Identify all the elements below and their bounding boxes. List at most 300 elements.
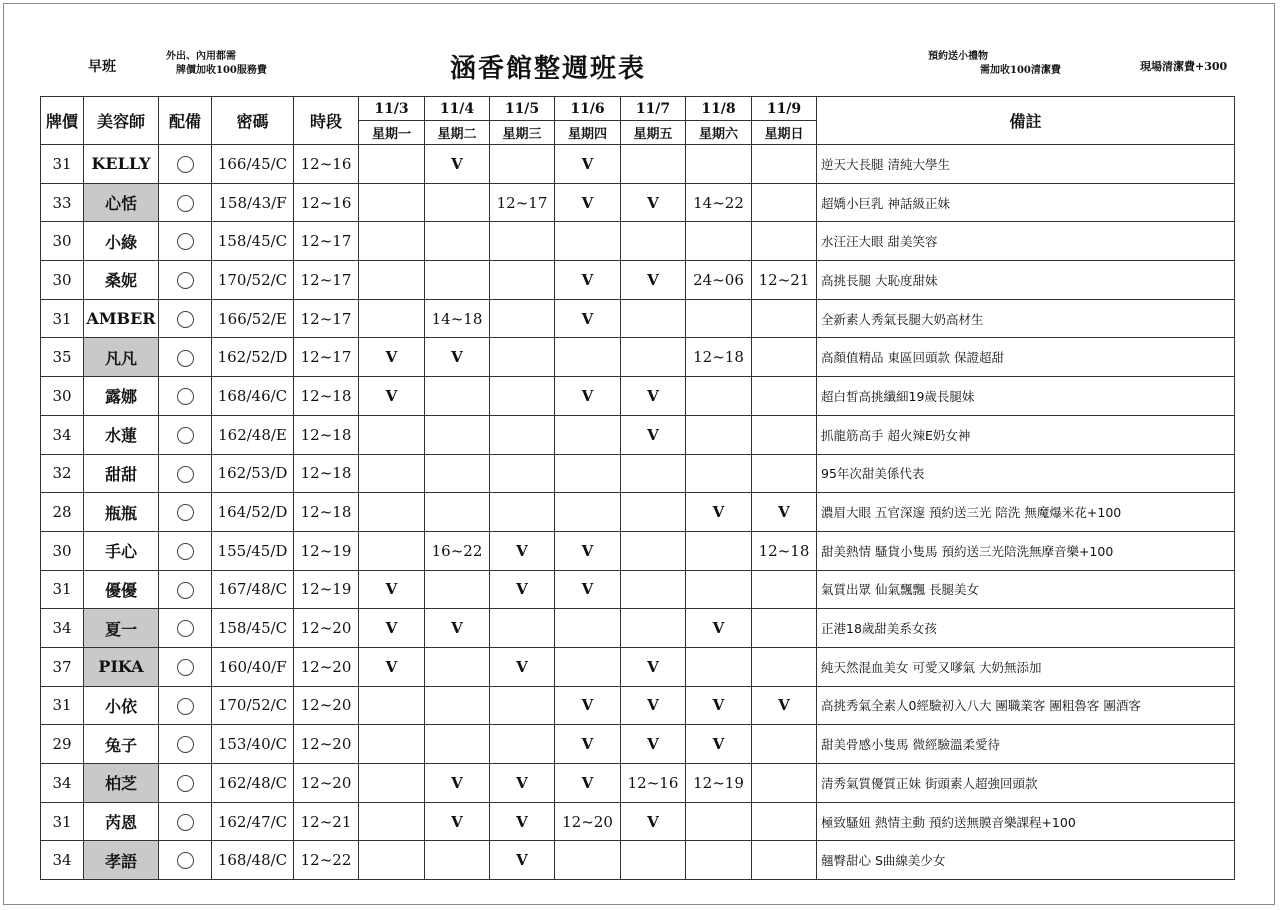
booking-note <box>928 50 1061 78</box>
stylist-name-cell: 小依 <box>84 686 159 725</box>
day-cell <box>359 802 425 841</box>
day-cell <box>359 222 425 261</box>
day-cell <box>490 338 555 377</box>
day-cell: V <box>425 609 490 648</box>
code-cell: 162/48/E <box>212 415 294 454</box>
day-cell <box>752 454 817 493</box>
table-row <box>41 145 1235 184</box>
table-row <box>41 570 1235 609</box>
day-cell: 14~22 <box>686 183 752 222</box>
code-cell: 166/45/C <box>212 145 294 184</box>
day-cell <box>490 454 555 493</box>
table-row <box>41 686 1235 725</box>
price-cell: 29 <box>41 725 84 764</box>
day-cell <box>555 222 621 261</box>
code-cell: 158/45/C <box>212 222 294 261</box>
col-header-weekday: 星期六 <box>686 121 752 145</box>
equip-cell <box>159 493 212 532</box>
remark-cell: 正港18歲甜美系女孩 <box>817 609 1235 648</box>
price-cell: 30 <box>41 531 84 570</box>
day-cell: V <box>490 802 555 841</box>
remark-cell: 逆天大長腿 清純大學生 <box>817 145 1235 184</box>
stylist-name-cell: 柏芝 <box>84 764 159 803</box>
circle-icon <box>177 814 194 831</box>
remark-cell: 甜美熱情 騷貨小隻馬 預約送三光陪洗無摩音樂+100 <box>817 531 1235 570</box>
remark-cell: 清秀氣質優質正妹 街頭素人超強回頭款 <box>817 764 1235 803</box>
day-cell <box>752 725 817 764</box>
code-cell: 162/47/C <box>212 802 294 841</box>
day-cell <box>752 609 817 648</box>
col-header-price: 牌價 <box>41 97 84 145</box>
table-row <box>41 377 1235 416</box>
day-cell <box>752 338 817 377</box>
day-cell <box>752 145 817 184</box>
cleaning-fee-note: 現場清潔費+300 <box>1140 60 1228 73</box>
table-row <box>41 493 1235 532</box>
day-cell <box>425 725 490 764</box>
remark-cell: 全新素人秀氣長腿大奶高材生 <box>817 299 1235 338</box>
circle-icon <box>177 620 194 637</box>
equip-cell <box>159 725 212 764</box>
col-header-weekday: 星期一 <box>359 121 425 145</box>
equip-cell <box>159 531 212 570</box>
circle-icon <box>177 311 194 328</box>
remark-cell: 超嬌小巨乳 神話級正妹 <box>817 183 1235 222</box>
day-cell: V <box>621 183 686 222</box>
day-cell: 12~18 <box>686 338 752 377</box>
day-cell <box>555 338 621 377</box>
day-cell <box>359 531 425 570</box>
code-cell: 166/52/E <box>212 299 294 338</box>
circle-icon <box>177 272 194 289</box>
price-cell: 32 <box>41 454 84 493</box>
day-cell <box>686 647 752 686</box>
day-cell: V <box>555 299 621 338</box>
day-cell <box>359 454 425 493</box>
service-fee-note <box>166 50 267 78</box>
day-cell <box>359 183 425 222</box>
day-cell <box>490 299 555 338</box>
equip-cell <box>159 609 212 648</box>
day-cell: V <box>490 764 555 803</box>
day-cell: V <box>555 764 621 803</box>
day-cell: V <box>621 725 686 764</box>
col-header-code: 密碼 <box>212 97 294 145</box>
code-cell: 160/40/F <box>212 647 294 686</box>
col-header-date: 11/5 <box>490 97 555 121</box>
time-cell: 12~19 <box>294 570 359 609</box>
col-header-weekday: 星期日 <box>752 121 817 145</box>
equip-cell <box>159 222 212 261</box>
day-cell <box>686 802 752 841</box>
table-row <box>41 299 1235 338</box>
price-cell: 31 <box>41 686 84 725</box>
day-cell: V <box>359 647 425 686</box>
day-cell <box>752 841 817 880</box>
stylist-name-cell: 心恬 <box>84 183 159 222</box>
price-cell: 30 <box>41 222 84 261</box>
day-cell <box>555 609 621 648</box>
col-header-stylist: 美容師 <box>84 97 159 145</box>
day-cell: V <box>686 493 752 532</box>
day-cell <box>490 222 555 261</box>
time-cell: 12~22 <box>294 841 359 880</box>
day-cell <box>686 415 752 454</box>
col-header-weekday: 星期三 <box>490 121 555 145</box>
equip-cell <box>159 261 212 300</box>
circle-icon <box>177 427 194 444</box>
col-header-date: 11/8 <box>686 97 752 121</box>
price-cell: 31 <box>41 299 84 338</box>
day-cell <box>359 415 425 454</box>
equip-cell <box>159 764 212 803</box>
day-cell <box>359 686 425 725</box>
day-cell: V <box>555 725 621 764</box>
day-cell <box>621 299 686 338</box>
price-cell: 34 <box>41 609 84 648</box>
day-cell <box>425 493 490 532</box>
stylist-name-cell: 夏一 <box>84 609 159 648</box>
day-cell: 14~18 <box>425 299 490 338</box>
day-cell <box>686 299 752 338</box>
day-cell <box>621 841 686 880</box>
day-cell <box>752 570 817 609</box>
circle-icon <box>177 543 194 560</box>
stylist-name-cell: AMBER <box>84 299 159 338</box>
table-row <box>41 647 1235 686</box>
time-cell: 12~20 <box>294 647 359 686</box>
table-row <box>41 222 1235 261</box>
day-cell <box>359 261 425 300</box>
price-cell: 37 <box>41 647 84 686</box>
day-cell <box>686 841 752 880</box>
booking-note-line1: 預約送小禮物 <box>928 51 988 62</box>
time-cell: 12~17 <box>294 261 359 300</box>
stylist-name-cell: 優優 <box>84 570 159 609</box>
time-cell: 12~19 <box>294 531 359 570</box>
day-cell <box>425 647 490 686</box>
day-cell: V <box>621 377 686 416</box>
stylist-name-cell: KELLY <box>84 145 159 184</box>
day-cell: V <box>752 493 817 532</box>
circle-icon <box>177 233 194 250</box>
day-cell: V <box>359 338 425 377</box>
remark-cell: 極致騷妞 熱情主動 預約送無膜音樂課程+100 <box>817 802 1235 841</box>
day-cell: V <box>555 183 621 222</box>
day-cell <box>425 377 490 416</box>
code-cell: 170/52/C <box>212 261 294 300</box>
day-cell: V <box>490 647 555 686</box>
equip-cell <box>159 802 212 841</box>
day-cell <box>686 377 752 416</box>
day-cell: V <box>686 725 752 764</box>
code-cell: 162/52/D <box>212 338 294 377</box>
col-header-date: 11/7 <box>621 97 686 121</box>
time-cell: 12~17 <box>294 338 359 377</box>
time-cell: 12~20 <box>294 686 359 725</box>
price-cell: 34 <box>41 841 84 880</box>
code-cell: 158/43/F <box>212 183 294 222</box>
remark-cell: 氣質出眾 仙氣飄飄 長腿美女 <box>817 570 1235 609</box>
day-cell <box>359 764 425 803</box>
stylist-name-cell: 小綠 <box>84 222 159 261</box>
col-header-remarks: 備註 <box>817 97 1235 145</box>
remark-cell: 濃眉大眼 五官深邃 預約送三光 陪洗 無魔爆米花+100 <box>817 493 1235 532</box>
day-cell <box>686 222 752 261</box>
time-cell: 12~20 <box>294 609 359 648</box>
day-cell <box>621 570 686 609</box>
day-cell: V <box>425 802 490 841</box>
remark-cell: 純天然混血美女 可愛又嗲氣 大奶無添加 <box>817 647 1235 686</box>
table-row <box>41 802 1235 841</box>
table-row <box>41 841 1235 880</box>
day-cell <box>425 841 490 880</box>
day-cell: V <box>621 686 686 725</box>
day-cell <box>555 454 621 493</box>
equip-cell <box>159 145 212 184</box>
day-cell <box>490 415 555 454</box>
day-cell: V <box>359 570 425 609</box>
circle-icon <box>177 195 194 212</box>
time-cell: 12~20 <box>294 764 359 803</box>
day-cell: V <box>425 764 490 803</box>
equip-cell <box>159 454 212 493</box>
day-cell: V <box>752 686 817 725</box>
table-row <box>41 183 1235 222</box>
stylist-name-cell: 甜甜 <box>84 454 159 493</box>
day-cell: V <box>490 841 555 880</box>
code-cell: 153/40/C <box>212 725 294 764</box>
remark-cell: 95年次甜美係代表 <box>817 454 1235 493</box>
day-cell: 12~17 <box>490 183 555 222</box>
day-cell: V <box>490 531 555 570</box>
time-cell: 12~18 <box>294 415 359 454</box>
code-cell: 155/45/D <box>212 531 294 570</box>
day-cell: 12~20 <box>555 802 621 841</box>
day-cell: V <box>490 570 555 609</box>
day-cell: 12~18 <box>752 531 817 570</box>
day-cell <box>359 299 425 338</box>
day-cell <box>490 725 555 764</box>
stylist-name-cell: 芮恩 <box>84 802 159 841</box>
code-cell: 168/48/C <box>212 841 294 880</box>
remark-cell: 甜美骨感小隻馬 微經驗溫柔愛待 <box>817 725 1235 764</box>
day-cell <box>752 764 817 803</box>
stylist-name-cell: 兔子 <box>84 725 159 764</box>
day-cell <box>686 570 752 609</box>
stylist-name-cell: 水蓮 <box>84 415 159 454</box>
day-cell <box>621 222 686 261</box>
time-cell: 12~20 <box>294 725 359 764</box>
equip-cell <box>159 415 212 454</box>
day-cell <box>621 454 686 493</box>
remark-cell: 高顏值精品 東區回頭款 保證超甜 <box>817 338 1235 377</box>
code-cell: 158/45/C <box>212 609 294 648</box>
price-cell: 34 <box>41 764 84 803</box>
col-header-date: 11/9 <box>752 97 817 121</box>
equip-cell <box>159 338 212 377</box>
day-cell <box>555 841 621 880</box>
table-row <box>41 764 1235 803</box>
circle-icon <box>177 659 194 676</box>
table-row <box>41 338 1235 377</box>
booking-note-line2: 需加收100清潔費 <box>980 65 1061 76</box>
day-cell: V <box>555 261 621 300</box>
day-cell <box>490 261 555 300</box>
remark-cell: 翹臀甜心 S曲線美少女 <box>817 841 1235 880</box>
price-cell: 33 <box>41 183 84 222</box>
day-cell: V <box>621 415 686 454</box>
code-cell: 167/48/C <box>212 570 294 609</box>
day-cell: 24~06 <box>686 261 752 300</box>
day-cell <box>621 338 686 377</box>
table-row <box>41 725 1235 764</box>
time-cell: 12~16 <box>294 183 359 222</box>
day-cell <box>752 377 817 416</box>
col-header-weekday: 星期二 <box>425 121 490 145</box>
remark-cell: 超白皙高挑纖細19歲長腿妹 <box>817 377 1235 416</box>
day-cell <box>686 531 752 570</box>
day-cell <box>621 531 686 570</box>
equip-cell <box>159 647 212 686</box>
equip-cell <box>159 299 212 338</box>
col-header-weekday: 星期四 <box>555 121 621 145</box>
table-row <box>41 261 1235 300</box>
col-header-equip: 配備 <box>159 97 212 145</box>
remark-cell: 高挑秀氣全素人0經驗初入八大 團職業客 團粗魯客 團酒客 <box>817 686 1235 725</box>
day-cell: V <box>686 686 752 725</box>
circle-icon <box>177 388 194 405</box>
price-cell: 34 <box>41 415 84 454</box>
price-cell: 30 <box>41 261 84 300</box>
day-cell <box>425 261 490 300</box>
col-header-date: 11/4 <box>425 97 490 121</box>
day-cell <box>686 145 752 184</box>
remark-cell: 水汪汪大眼 甜美笑容 <box>817 222 1235 261</box>
day-cell <box>621 609 686 648</box>
remark-cell: 高挑長腿 大恥度甜妹 <box>817 261 1235 300</box>
circle-icon <box>177 466 194 483</box>
price-cell: 31 <box>41 145 84 184</box>
equip-cell <box>159 570 212 609</box>
col-header-date: 11/6 <box>555 97 621 121</box>
remark-cell: 抓龍筋高手 超火辣E奶女神 <box>817 415 1235 454</box>
day-cell: 12~19 <box>686 764 752 803</box>
code-cell: 164/52/D <box>212 493 294 532</box>
service-fee-note-line1: 外出、內用都需 <box>166 51 236 62</box>
schedule-table <box>40 96 1235 880</box>
day-cell: V <box>555 570 621 609</box>
price-cell: 30 <box>41 377 84 416</box>
code-cell: 162/53/D <box>212 454 294 493</box>
table-row <box>41 609 1235 648</box>
circle-icon <box>177 775 194 792</box>
day-cell: V <box>359 609 425 648</box>
day-cell: V <box>359 377 425 416</box>
circle-icon <box>177 698 194 715</box>
circle-icon <box>177 156 194 173</box>
day-cell: V <box>555 377 621 416</box>
day-cell: V <box>686 609 752 648</box>
day-cell <box>425 183 490 222</box>
day-cell <box>359 493 425 532</box>
stylist-name-cell: PIKA <box>84 647 159 686</box>
day-cell <box>752 415 817 454</box>
shift-label: 早班 <box>88 59 116 75</box>
day-cell <box>425 686 490 725</box>
circle-icon <box>177 736 194 753</box>
day-cell <box>490 377 555 416</box>
col-header-weekday: 星期五 <box>621 121 686 145</box>
day-cell <box>425 454 490 493</box>
day-cell <box>359 841 425 880</box>
code-cell: 162/48/C <box>212 764 294 803</box>
day-cell <box>752 299 817 338</box>
time-cell: 12~16 <box>294 145 359 184</box>
service-fee-note-line2: 牌價加收100服務費 <box>176 65 267 76</box>
circle-icon <box>177 852 194 869</box>
col-header-date: 11/3 <box>359 97 425 121</box>
time-cell: 12~17 <box>294 299 359 338</box>
circle-icon <box>177 504 194 521</box>
day-cell <box>490 686 555 725</box>
stylist-name-cell: 瓶瓶 <box>84 493 159 532</box>
day-cell: V <box>621 647 686 686</box>
price-cell: 31 <box>41 570 84 609</box>
day-cell: V <box>555 145 621 184</box>
col-header-time: 時段 <box>294 97 359 145</box>
time-cell: 12~18 <box>294 454 359 493</box>
table-row <box>41 454 1235 493</box>
day-cell <box>752 183 817 222</box>
time-cell: 12~18 <box>294 493 359 532</box>
day-cell <box>621 493 686 532</box>
day-cell <box>490 493 555 532</box>
table-row <box>41 531 1235 570</box>
stylist-name-cell: 凡凡 <box>84 338 159 377</box>
day-cell: V <box>621 802 686 841</box>
day-cell <box>555 647 621 686</box>
table-row <box>41 415 1235 454</box>
equip-cell <box>159 686 212 725</box>
equip-cell <box>159 183 212 222</box>
day-cell <box>752 222 817 261</box>
stylist-name-cell: 桑妮 <box>84 261 159 300</box>
time-cell: 12~21 <box>294 802 359 841</box>
stylist-name-cell: 孝語 <box>84 841 159 880</box>
day-cell: V <box>555 686 621 725</box>
day-cell <box>425 222 490 261</box>
day-cell: V <box>555 531 621 570</box>
day-cell: 12~16 <box>621 764 686 803</box>
day-cell <box>359 725 425 764</box>
code-cell: 170/52/C <box>212 686 294 725</box>
schedule-body <box>41 145 1235 880</box>
price-cell: 28 <box>41 493 84 532</box>
day-cell <box>490 145 555 184</box>
price-cell: 35 <box>41 338 84 377</box>
day-cell <box>359 145 425 184</box>
day-cell <box>555 415 621 454</box>
time-cell: 12~18 <box>294 377 359 416</box>
day-cell: 16~22 <box>425 531 490 570</box>
day-cell <box>621 145 686 184</box>
day-cell <box>490 609 555 648</box>
circle-icon <box>177 350 194 367</box>
day-cell <box>686 454 752 493</box>
day-cell: 12~21 <box>752 261 817 300</box>
circle-icon <box>177 582 194 599</box>
